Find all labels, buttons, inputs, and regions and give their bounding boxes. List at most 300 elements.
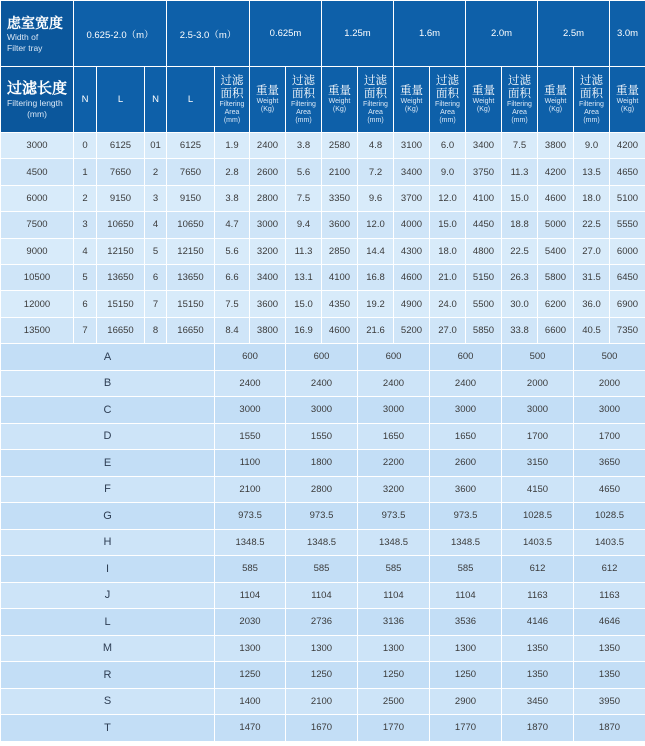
- dimension-value: 3200: [358, 476, 430, 503]
- weight-cell: 4000: [394, 212, 430, 238]
- weight-cell: 3750: [466, 159, 502, 185]
- weight-cell: 4450: [466, 212, 502, 238]
- length-cell: 3000: [1, 133, 74, 159]
- dimension-value: 2400: [286, 370, 358, 397]
- dimension-value: 1350: [502, 635, 574, 662]
- col-group-large: 2.5-3.0（m）: [167, 1, 250, 67]
- weight-header: [394, 67, 430, 133]
- dimension-value: 4150: [502, 476, 574, 503]
- dimension-value: 3000: [502, 397, 574, 424]
- n-cell: 8: [145, 317, 167, 343]
- weight-cell: 3600: [322, 212, 358, 238]
- dimension-value: 1350: [502, 662, 574, 689]
- area-cell: 9.0: [430, 159, 466, 185]
- dimension-value: 1250: [286, 662, 358, 689]
- area-en-3: (mm): [367, 116, 384, 124]
- l-cell: 16650: [167, 317, 215, 343]
- area-en-1: Filtering: [435, 100, 460, 108]
- dimension-value: 1348.5: [215, 529, 286, 556]
- dimension-value: 1800: [286, 450, 358, 477]
- weight-header: [322, 67, 358, 133]
- area-en-2: Area: [440, 108, 455, 116]
- weight-cell: 3400: [466, 133, 502, 159]
- weight-en-1: Weight: [544, 98, 567, 105]
- dimension-value: 1650: [430, 423, 502, 450]
- dimension-value: 2030: [215, 609, 286, 636]
- dimension-value: 500: [502, 344, 574, 371]
- dimension-value: 1163: [574, 582, 645, 609]
- dimension-value: 973.5: [215, 503, 286, 530]
- area-cell: 1.9: [215, 133, 250, 159]
- weight-zh: 重量: [400, 85, 423, 97]
- area-cell: 15.0: [502, 185, 538, 211]
- l-cell: 9150: [97, 185, 145, 211]
- n-cell: 7: [145, 291, 167, 317]
- l-cell: 7650: [97, 159, 145, 185]
- dimension-value: 600: [430, 344, 502, 371]
- weight-cell: 2100: [322, 159, 358, 185]
- weight-cell: 2800: [250, 185, 286, 211]
- area-cell: 19.2: [358, 291, 394, 317]
- dimension-row: [1, 635, 645, 662]
- dimension-value: 1700: [502, 423, 574, 450]
- area-zh-1: 过滤: [292, 74, 315, 87]
- dimension-row: [1, 715, 645, 742]
- n-header-1: N: [74, 67, 97, 133]
- area-zh-2: 面积: [220, 87, 244, 100]
- area-cell: 11.3: [286, 238, 322, 264]
- n-cell: 5: [145, 238, 167, 264]
- weight-en-2: (Kg): [620, 106, 635, 113]
- dimension-value: 2500: [358, 688, 430, 715]
- weight-cell: 5550: [610, 212, 645, 238]
- area-cell: 5.6: [215, 238, 250, 264]
- area-cell: 2.8: [215, 159, 250, 185]
- n-cell: 5: [74, 264, 97, 290]
- dimension-value: 4650: [574, 476, 645, 503]
- weight-cell: 5150: [466, 264, 502, 290]
- dimension-value: 1104: [286, 582, 358, 609]
- area-cell: 9.6: [358, 185, 394, 211]
- dimension-value: 2000: [502, 370, 574, 397]
- area-cell: 36.0: [574, 291, 610, 317]
- weight-cell: 3400: [250, 264, 286, 290]
- dimension-value: 1163: [502, 582, 574, 609]
- l-cell: 10650: [167, 212, 215, 238]
- dimension-value: 1770: [430, 715, 502, 742]
- area-cell: 9.4: [286, 212, 322, 238]
- weight-cell: 5000: [538, 212, 574, 238]
- dimension-row: [1, 370, 645, 397]
- l-cell: 7650: [167, 159, 215, 185]
- weight-cell: 5850: [466, 317, 502, 343]
- area-en-2: Area: [368, 108, 383, 116]
- dimension-value: 1300: [286, 635, 358, 662]
- dimension-value: 1104: [358, 582, 430, 609]
- n-cell: 3: [74, 212, 97, 238]
- weight-cell: 2400: [250, 133, 286, 159]
- dimension-value: 600: [286, 344, 358, 371]
- area-en-3: (mm): [223, 116, 241, 124]
- dimension-row: [1, 476, 645, 503]
- dimension-rows: [1, 344, 645, 742]
- weight-en-2: (Kg): [548, 106, 563, 113]
- area-cell: 13.5: [574, 159, 610, 185]
- weight-en-1: Weight: [328, 98, 351, 105]
- dimension-label: F: [1, 476, 215, 503]
- area-cell: 15.0: [430, 212, 466, 238]
- dimension-label: J: [1, 582, 215, 609]
- weight-cell: 4800: [466, 238, 502, 264]
- dimension-value: 973.5: [430, 503, 502, 530]
- area-cell: 7.5: [286, 185, 322, 211]
- area-cell: 4.8: [358, 133, 394, 159]
- table-row: [1, 185, 645, 211]
- length-cell: 6000: [1, 185, 74, 211]
- weight-cell: 6200: [538, 291, 574, 317]
- area-en-1: Filtering: [579, 100, 604, 108]
- area-header: [502, 67, 538, 133]
- dimension-value: 1700: [574, 423, 645, 450]
- area-cell: 7.5: [215, 291, 250, 317]
- area-en-2: Area: [224, 108, 240, 116]
- length-cell: 13500: [1, 317, 74, 343]
- width-125: 1.25m: [322, 1, 394, 67]
- dimension-value: 1104: [430, 582, 502, 609]
- table-row: [1, 159, 645, 185]
- length-cell: 10500: [1, 264, 74, 290]
- n-cell: 3: [145, 185, 167, 211]
- weight-zh: 重量: [328, 85, 351, 97]
- dimension-row: [1, 662, 645, 689]
- dimension-label: H: [1, 529, 215, 556]
- l-header-2: L: [167, 67, 215, 133]
- data-rows: [1, 133, 645, 344]
- dimension-label: T: [1, 715, 215, 742]
- area-cell: 27.0: [430, 317, 466, 343]
- dimension-value: 1550: [286, 423, 358, 450]
- dimension-value: 3650: [574, 450, 645, 477]
- dimension-value: 585: [286, 556, 358, 583]
- area-en-3: (mm): [511, 116, 528, 124]
- weight-cell: 3350: [322, 185, 358, 211]
- length-cell: 12000: [1, 291, 74, 317]
- n-cell: 2: [145, 159, 167, 185]
- area-cell: 30.0: [502, 291, 538, 317]
- area-cell: 8.4: [215, 317, 250, 343]
- weight-cell: 4200: [610, 133, 645, 159]
- dimension-value: 1028.5: [502, 503, 574, 530]
- weight-header: [610, 67, 645, 133]
- dimension-value: 600: [215, 344, 286, 371]
- area-cell: 15.0: [286, 291, 322, 317]
- dimension-row: [1, 423, 645, 450]
- weight-zh: 重量: [256, 85, 279, 97]
- dimension-value: 1250: [430, 662, 502, 689]
- area-en-3: (mm): [295, 116, 312, 124]
- length-cell: 4500: [1, 159, 74, 185]
- dimension-row: [1, 450, 645, 477]
- area-en-1: Filtering: [291, 100, 316, 108]
- weight-cell: 3800: [250, 317, 286, 343]
- n-header-2: N: [145, 67, 167, 133]
- weight-cell: 4100: [322, 264, 358, 290]
- width-16: 1.6m: [394, 1, 466, 67]
- length-label-zh: 过滤长度: [7, 79, 68, 97]
- weight-cell: 3700: [394, 185, 430, 211]
- area-cell: 11.3: [502, 159, 538, 185]
- area-zh-2: 面积: [292, 87, 315, 100]
- area-header: [574, 67, 610, 133]
- dimension-row: [1, 529, 645, 556]
- weight-cell: 5200: [394, 317, 430, 343]
- dimension-label: D: [1, 423, 215, 450]
- dimension-value: 1300: [358, 635, 430, 662]
- filtering-length-label: [1, 67, 74, 133]
- dimension-row: [1, 503, 645, 530]
- l-cell: 13650: [167, 264, 215, 290]
- dimension-value: 585: [430, 556, 502, 583]
- dimension-label: I: [1, 556, 215, 583]
- dimension-value: 3950: [574, 688, 645, 715]
- weight-cell: 6000: [610, 238, 645, 264]
- dimension-value: 1100: [215, 450, 286, 477]
- weight-en-2: (Kg): [332, 106, 347, 113]
- area-cell: 3.8: [215, 185, 250, 211]
- dimension-row: [1, 609, 645, 636]
- weight-cell: 4300: [394, 238, 430, 264]
- area-header: [215, 67, 250, 133]
- weight-cell: 4350: [322, 291, 358, 317]
- dimension-value: 612: [502, 556, 574, 583]
- weight-cell: 7350: [610, 317, 645, 343]
- dimension-value: 1250: [358, 662, 430, 689]
- width-25: 2.5m: [538, 1, 610, 67]
- area-cell: 16.8: [358, 264, 394, 290]
- area-cell: 9.0: [574, 133, 610, 159]
- dimension-value: 1350: [574, 662, 645, 689]
- dimension-label: R: [1, 662, 215, 689]
- area-header: [430, 67, 466, 133]
- area-cell: 27.0: [574, 238, 610, 264]
- area-cell: 14.4: [358, 238, 394, 264]
- area-cell: 12.0: [358, 212, 394, 238]
- weight-cell: 6450: [610, 264, 645, 290]
- area-cell: 21.6: [358, 317, 394, 343]
- dimension-row: [1, 344, 645, 371]
- area-zh-1: 过滤: [436, 74, 459, 87]
- area-cell: 6.0: [430, 133, 466, 159]
- area-zh-1: 过滤: [580, 74, 603, 87]
- dimension-value: 500: [574, 344, 645, 371]
- dimension-value: 2100: [215, 476, 286, 503]
- area-cell: 26.3: [502, 264, 538, 290]
- n-cell: 7: [74, 317, 97, 343]
- dimension-row: [1, 688, 645, 715]
- area-zh-1: 过滤: [364, 74, 387, 87]
- dimension-value: 600: [358, 344, 430, 371]
- dimension-value: 1650: [358, 423, 430, 450]
- weight-en-1: Weight: [400, 98, 423, 105]
- area-cell: 16.9: [286, 317, 322, 343]
- weight-cell: 4600: [322, 317, 358, 343]
- weight-cell: 5100: [610, 185, 645, 211]
- length-label-en-1: Filtering length: [7, 97, 63, 108]
- width-label-en-1: Width of: [7, 31, 39, 42]
- area-cell: 40.5: [574, 317, 610, 343]
- dimension-value: 2100: [286, 688, 358, 715]
- length-cell: 7500: [1, 212, 74, 238]
- weight-cell: 4650: [610, 159, 645, 185]
- area-cell: 22.5: [502, 238, 538, 264]
- weight-cell: 4600: [538, 185, 574, 211]
- dimension-value: 612: [574, 556, 645, 583]
- dimension-value: 1348.5: [358, 529, 430, 556]
- dimension-value: 3536: [430, 609, 502, 636]
- dimension-value: 2200: [358, 450, 430, 477]
- l-cell: 15150: [167, 291, 215, 317]
- area-en-1: Filtering: [219, 100, 245, 108]
- table-row: [1, 133, 645, 159]
- weight-cell: 6600: [538, 317, 574, 343]
- header-row-fields: [1, 67, 645, 133]
- l-cell: 13650: [97, 264, 145, 290]
- area-cell: 21.0: [430, 264, 466, 290]
- col-group-small: 0.625-2.0（m）: [74, 1, 167, 67]
- area-cell: 4.7: [215, 212, 250, 238]
- weight-cell: 5500: [466, 291, 502, 317]
- area-cell: 33.8: [502, 317, 538, 343]
- weight-cell: 4200: [538, 159, 574, 185]
- dimension-value: 3600: [430, 476, 502, 503]
- width-0625: 0.625m: [250, 1, 322, 67]
- dimension-row: [1, 582, 645, 609]
- weight-header: [466, 67, 502, 133]
- width-20: 2.0m: [466, 1, 538, 67]
- table-row: [1, 291, 645, 317]
- area-zh-2: 面积: [436, 87, 459, 100]
- weight-cell: 3200: [250, 238, 286, 264]
- weight-cell: 4100: [466, 185, 502, 211]
- dimension-label: E: [1, 450, 215, 477]
- dimension-value: 1870: [502, 715, 574, 742]
- area-cell: 5.6: [286, 159, 322, 185]
- weight-header: [538, 67, 574, 133]
- area-cell: 3.8: [286, 133, 322, 159]
- dimension-value: 1400: [215, 688, 286, 715]
- dimension-value: 1028.5: [574, 503, 645, 530]
- n-cell: 0: [74, 133, 97, 159]
- dimension-value: 585: [215, 556, 286, 583]
- area-en-3: (mm): [439, 116, 456, 124]
- area-zh-1: 过滤: [508, 74, 531, 87]
- dimension-value: 1250: [215, 662, 286, 689]
- weight-en-2: (Kg): [476, 106, 491, 113]
- l-cell: 12150: [167, 238, 215, 264]
- area-zh-2: 面积: [580, 87, 603, 100]
- dimension-value: 1770: [358, 715, 430, 742]
- weight-cell: 6900: [610, 291, 645, 317]
- area-cell: 31.5: [574, 264, 610, 290]
- weight-cell: 3800: [538, 133, 574, 159]
- weight-cell: 4600: [394, 264, 430, 290]
- weight-cell: 3400: [394, 159, 430, 185]
- dimension-value: 3000: [286, 397, 358, 424]
- weight-cell: 2600: [250, 159, 286, 185]
- weight-en-1: Weight: [472, 98, 495, 105]
- l-cell: 9150: [167, 185, 215, 211]
- weight-header: [250, 67, 286, 133]
- weight-cell: 5400: [538, 238, 574, 264]
- dimension-value: 1348.5: [430, 529, 502, 556]
- n-cell: 4: [74, 238, 97, 264]
- l-cell: 6125: [167, 133, 215, 159]
- table-row: [1, 317, 645, 343]
- weight-cell: 3100: [394, 133, 430, 159]
- dimension-value: 585: [358, 556, 430, 583]
- dimension-row: [1, 397, 645, 424]
- length-cell: 9000: [1, 238, 74, 264]
- dimension-value: 3000: [215, 397, 286, 424]
- weight-cell: 3000: [250, 212, 286, 238]
- n-cell: 2: [74, 185, 97, 211]
- l-cell: 15150: [97, 291, 145, 317]
- dimension-value: 973.5: [286, 503, 358, 530]
- n-cell: 6: [74, 291, 97, 317]
- weight-cell: 2580: [322, 133, 358, 159]
- dimension-value: 1470: [215, 715, 286, 742]
- area-cell: 7.5: [502, 133, 538, 159]
- area-en-2: Area: [296, 108, 311, 116]
- dimension-value: 3000: [574, 397, 645, 424]
- n-cell: 01: [145, 133, 167, 159]
- dimension-value: 1403.5: [574, 529, 645, 556]
- dimension-value: 1104: [215, 582, 286, 609]
- area-en-1: Filtering: [363, 100, 388, 108]
- dimension-label: B: [1, 370, 215, 397]
- area-zh-2: 面积: [364, 87, 387, 100]
- dimension-value: 2000: [574, 370, 645, 397]
- weight-cell: 4900: [394, 291, 430, 317]
- dimension-value: 1300: [430, 635, 502, 662]
- area-cell: 18.0: [574, 185, 610, 211]
- area-en-1: Filtering: [507, 100, 532, 108]
- area-cell: 24.0: [430, 291, 466, 317]
- dimension-value: 1670: [286, 715, 358, 742]
- dimension-value: 1550: [215, 423, 286, 450]
- weight-zh: 重量: [472, 85, 495, 97]
- dimension-row: [1, 556, 645, 583]
- dimension-value: 3450: [502, 688, 574, 715]
- area-cell: 22.5: [574, 212, 610, 238]
- width-label-zh: 虑室宽度: [7, 14, 63, 31]
- area-cell: 6.6: [215, 264, 250, 290]
- n-cell: 4: [145, 212, 167, 238]
- dimension-value: 1348.5: [286, 529, 358, 556]
- area-header: [358, 67, 394, 133]
- width-30: 3.0m: [610, 1, 645, 67]
- dimension-value: 2736: [286, 609, 358, 636]
- dimension-value: 2400: [358, 370, 430, 397]
- l-cell: 12150: [97, 238, 145, 264]
- l-cell: 16650: [97, 317, 145, 343]
- dimension-label: C: [1, 397, 215, 424]
- n-cell: 1: [74, 159, 97, 185]
- weight-cell: 2850: [322, 238, 358, 264]
- weight-cell: 5800: [538, 264, 574, 290]
- dimension-label: M: [1, 635, 215, 662]
- l-cell: 10650: [97, 212, 145, 238]
